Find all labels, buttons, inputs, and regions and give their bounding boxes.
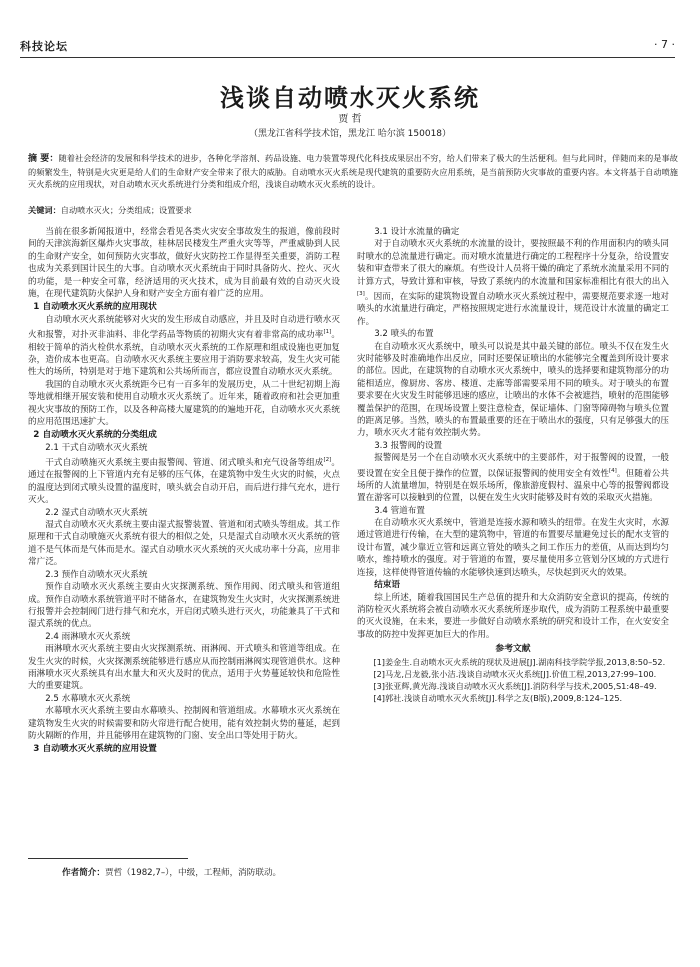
paragraph-text: 预作自动喷水灭火系统主要由火灾探测系统、预作用阀、闭式喷头和管道组成。预作自动喷水系统管道平时不储备水，在建筑物发生火灾时，火灾探测系统进行报警并会控制阀门进行排气和充水，开启闭式喷头进行灭火，功能兼具了干式和湿式系统的优点。 (28, 582, 340, 630)
subsection-heading: 3.3 报警阀的设置 (374, 440, 443, 451)
subsection-heading: 2.1 干式自动喷水灭火系统 (45, 442, 148, 453)
author: 贾 哲 (338, 114, 362, 125)
body-paragraph (28, 519, 340, 569)
reference-item: [4]郭社.浅谈自动喷水灭火系统[J].科学之友(B版),2009,8:124–125. (373, 692, 623, 703)
subsection-heading: 2.5 水幕喷水灭火系统 (45, 693, 131, 704)
footnote-text: 贾哲（1982,7–），中级，工程师，消防联动。 (104, 868, 282, 878)
subsection-heading: 2.3 预作自动喷水灭火系统 (45, 569, 148, 580)
body-paragraph (357, 452, 669, 504)
paragraph-text: 在自动喷水灭火系统中，喷头可以说是其中最关键的部位。喷头不仅在发生火灾时能够及时准确地作出反应，同时还要保证喷出的水能够完全覆盖到所设计要求的部位。因此，在建筑物的自动喷水灭火系统中，喷头的选择要和建筑物部分的功能相适应，像厨房、客房、楼道、走廊等部需要采用不同的喷头。对于喷头的布置要求要在火灾发生时能够迅速的感应，让喷出的水体不会被遮挡，喷射的范围能够覆盖保护的范围，在现场设置上要注意检查，保证墙体、门窗等障碍物与喷头位置的距离足够。当然，喷头的布置最重要的还在于喷出水的强度，只有足够强大的压力，喷水灭火才能有效控制火势。 (357, 341, 669, 439)
subsection-heading: 2.4 雨淋喷水灭火系统 (45, 631, 131, 642)
body-paragraph (28, 314, 340, 379)
citation-marker: [4] (609, 467, 617, 474)
paragraph-text: 当前在很多新闻报道中，经常会看见各类火灾安全事故发生的报道，像前段时间的天津滨海新区爆炸火灾事故，桂林居民楼发生严重火灾等等，严重威胁到人民的生命财产安全，如何预防火灾事故，做好火灾防控工作显得至关重要，消防工程也成为关系到国计民生的大事。自动喷水灭火系统由于同时具备防火、控火、灭火的功能，是一种安全可靠，经济适用的灭火技术，成为目前最有效的自动灭火设施，在现代建筑防火保护人身和财产安全方面有着广泛的应用。 (28, 227, 340, 300)
left-column (28, 226, 340, 756)
reference-item: [3]张亚辉,黄光海.浅谈自动喷水灭火系统[J].消防科学与技术,2005,S1:48–49. (373, 680, 657, 691)
footnote-label: 作者简介： (62, 868, 105, 878)
body-paragraph (28, 226, 340, 300)
body-paragraph (357, 341, 669, 440)
keywords (28, 205, 678, 216)
article-title: 浅谈自动喷水灭火系统 (220, 83, 480, 112)
keywords-label: 关键词： (28, 205, 61, 215)
right-column (357, 226, 669, 704)
subsection-heading: 3.4 管道布置 (374, 505, 425, 516)
body-paragraph (357, 592, 669, 642)
section-heading: 3 自动喷水灭火系统的应用设置 (33, 744, 157, 755)
body-paragraph (28, 643, 340, 693)
citation-marker: [2] (323, 457, 332, 464)
journal-section: 科技论坛 (20, 40, 68, 53)
paragraph-text: 水幕喷水灭火系统主要由水幕喷头、控制阀和管道组成。水幕喷水灭火系统在建筑物发生火灾的时候需要和防火帘进行配合使用，能有效控制火势的蔓延，起到防火隔断的作用，并且能够用在建筑物的门窗、安全出口等处用于防火。 (28, 706, 340, 741)
abstract-text: 随着社会经济的发展和科学技术的进步，各种化学溶剂、药品设施、电力装置等现代化科技成果层出不穷，给人们带来了极大的生活便利。但与此同时，伴随而来的是事故的频繁发生，特别是火灾更是给人们的生命财产安全带来了很大的威胁。自动喷水灭火系统是现代建筑的重要防火应用系统，是当前预防火灾事故的重要内容。本文将基于自动喷施灭火系统的应用现状，对自动喷水灭火系统进行分类和组成介绍，浅谈自动喷水灭火系统的设计。 (28, 153, 678, 190)
paragraph-text: 湿式自动喷水灭火系统主要由湿式报警装置、管道和闭式喷头等组成。其工作原理和干式自动喷施灭火系统有很大的相似之处，只是湿式自动喷水灭火系统的管道不是气体而是气体而是水。湿式自动喷水灭火系统的灭火成功率十分高，应用非常广泛。 (28, 520, 340, 568)
paragraph-text: 我国的自动喷水灭火系统距今已有一百多年的发展历史，从二十世纪初期上海等地就相继开展安装和使用自动喷水灭火系统了。近年来，随着政府和社会更加重视火灾事故的预防工作，以及各种高楼大厦建筑的的遍地开花，自动喷水灭火系统的应用范围迅速扩大。 (28, 379, 340, 427)
page-number: · 7 · (654, 38, 675, 51)
body-paragraph (28, 581, 340, 631)
subsection-heading: 2.2 湿式自动喷水灭火系统 (45, 507, 148, 518)
paragraph-text: 干式自动喷施灭火系统主要由报警阀、管道、闭式喷头和充气设备等组成 (45, 458, 324, 469)
paragraph-text: 在自动喷水灭火系统中，管道是连接水源和喷头的纽带。在发生火灾时，水源通过管道进行传输，在大型的建筑物中，管道的布置要尽量避免过长的配水支管的设计布置，减少靠近立管和远离立管处的喷头之间工作压力的差值，从而达到均匀喷水，维持喷水的强度。对于管道的布置，要尽量使用多立管划分区域的方式进行连接，这样使得管道传输的水能够快速到达喷头，尽快起到灭火的效果。 (357, 518, 669, 578)
citation-marker: [1] (323, 329, 332, 336)
body-paragraph (28, 379, 340, 429)
section-heading: 1 自动喷水灭火系统的应用现状 (33, 302, 157, 313)
body-paragraph (28, 705, 340, 742)
paragraph-text: 对于自动喷水灭火系统的水流量的设计，要按照最不利的作用面积内的喷头同时喷水的总流量进行确定。而对喷水流量进行确定的工程程序十分复杂，给设置安装和审查带来了很大的麻烦。有些设计人员将干燥的确定了系统水流量采用不同的计算方式，导致计算和审核，导致了系统内的水流量和国家标准相比有很大的出入 (357, 239, 669, 287)
paragraph-text-tail: 。因而，在实际的建筑物设置自动喷水灭火系统过程中，需要规范要求逐一地对喷头的水流量进行确定，严格按照规定进行水流量设计，规范设计水流量的确定工作。 (357, 291, 669, 327)
body-paragraph (357, 517, 669, 579)
subsection-heading: 3.2 喷头的布置 (374, 329, 434, 340)
abstract (28, 152, 678, 191)
abstract-label: 摘 要： (28, 154, 59, 164)
paragraph-text: 综上所述，随着我国国民生产总值的提升和大众消防安全意识的提高，传统的消防栓灭火系统将会被自动喷水灭火系统所逐步取代，成为消防工程系统中最重要的灭火设施，在未来，要进一步做好自动喷水系统的研究和设计工作，在火安安全事故的防控中发挥更加巨大的作用。 (357, 592, 669, 640)
reference-item: [2]马龙,吕龙毅,张小洁.浅谈自动喷水灭火系统[J].价值工程,2013,27:99–100. (373, 668, 657, 679)
subsection-heading: 3.1 设计水流量的确定 (374, 227, 460, 237)
footnote-divider (28, 858, 188, 859)
references-title: 参考文献 (495, 644, 531, 655)
paragraph-text-tail: 。相较于简单的消火栓供水系统，自动喷水灭火系统的工作原理和组成设施也更加复杂，造价成本也更高。自动喷水灭火系统主要应用于消防要求较高，发生火灾可能性大的场所，特别是对于地下建筑和公共场所而言，都应设置自动喷水灭火系统。 (28, 330, 340, 378)
section-heading: 2 自动喷水灭火系统的分类组成 (33, 430, 157, 441)
paragraph-text: 自动喷水灭火系统能够对火灾的发生形成自动感应，并且及时自动进行喷水灭火和报警，对扑灭非油料、非化学药品等物质的初期火灾有着非常高的成功率 (28, 314, 340, 341)
paragraph-text: 报警阀是另一个在自动喷水灭火系统中的主要部件，对于报警阀的设置，一般要设置在安全且便于操作的位置，以保证报警阀的使用安全有效性 (357, 453, 669, 479)
author-footnote (62, 866, 281, 878)
body-paragraph (357, 238, 669, 328)
keywords-text: 自动喷水灭火；分类组成；设置要求 (60, 205, 192, 215)
paragraph-text-tail: 。通过在报警阀的上下管道内充有足够的压气体，在建筑物中发生火灾的时候，火点的温度达到闭式喷头设置的温度时，喷头就会自动开启，而后进行排气充水，进行灭火。 (28, 458, 340, 506)
header-divider (20, 57, 675, 58)
paragraph-text-tail: 。但随着公共场所的人流量增加，特别是在娱乐场所，像旅游度假村、温泉中心等的报警阀都设置在游客可以接触到的位置，以便在发生火灾时能够及时有效的采取灭火措施。 (357, 468, 669, 504)
body-paragraph (28, 454, 340, 506)
affiliation: （黑龙江省科学技术馆，黑龙江 哈尔滨 150018） (248, 129, 452, 139)
reference-item: [1]姜金生.自动喷水灭火系统的现状及进展[J].湖南科技学院学报,2013,8:50–52. (373, 656, 666, 667)
paragraph-text: 雨淋喷水灭火系统主要由火灾探测系统、雨淋阀、开式喷头和管道等组成。在发生火灾的时候，火灾探测系统能够进行感应从而控制雨淋阀实现管道供水。这种雨淋喷水灭火系统具有出水量大和灭火及时的优点，适用于火势蔓延较快和危险性大的重要建筑。 (28, 644, 340, 692)
subsection-heading: 结束语 (374, 580, 400, 591)
citation-marker: [3] (357, 291, 365, 298)
running-header (20, 38, 675, 54)
